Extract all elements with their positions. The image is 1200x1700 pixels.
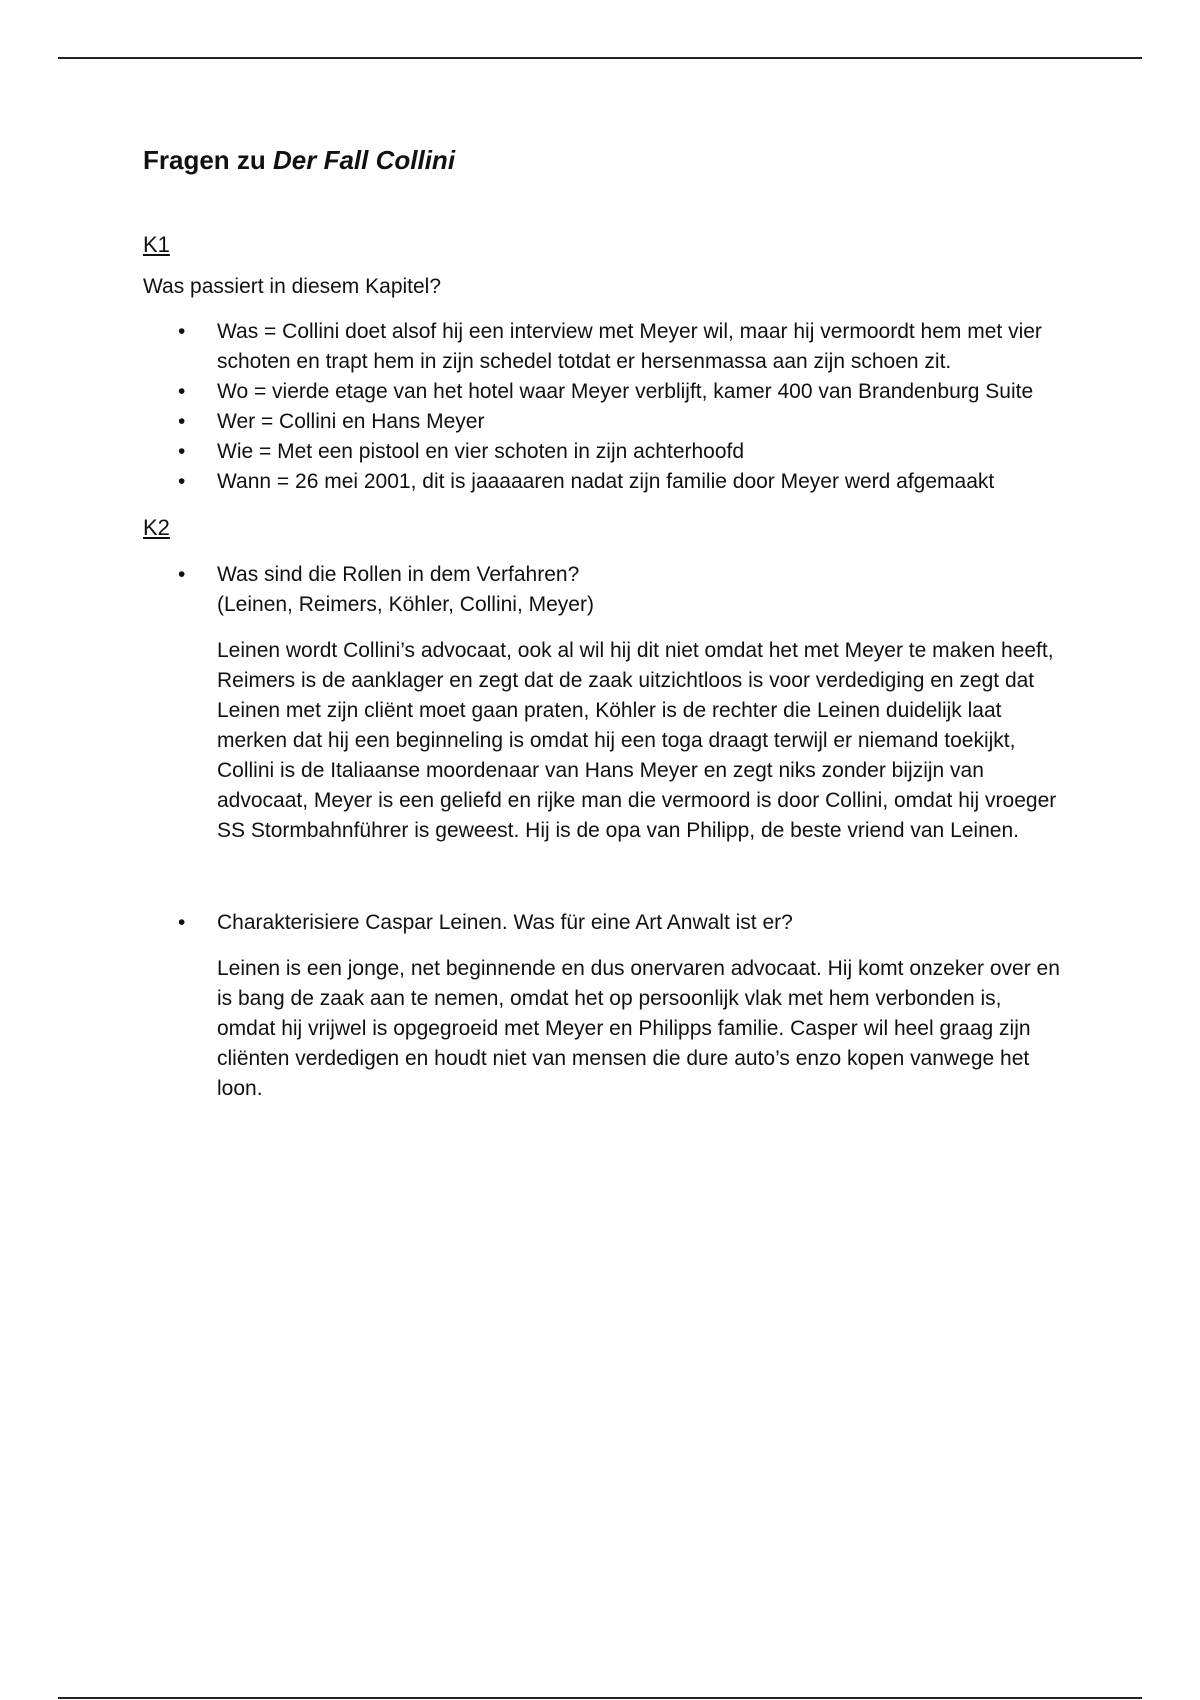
k2-answer-2: Leinen is een jonge, net beginnende en dus onervaren advocaat. Hij komt onzeker over en is bang de zaak aan te nemen, omdat het op persoonlijk vlak met hem verbonden is, omdat hij vrijwel is opgegroeid met Meyer en Philipps familie. Casper wil heel graag zijn cliënten verdedigen en houdt niet van mensen die dure auto’s enzo kopen vanwege het loon. [217, 957, 1060, 1100]
k1-question: Was passiert in diesem Kapitel? [143, 275, 442, 298]
section-label-k2: K2 [143, 515, 170, 540]
header-rule [58, 57, 1142, 59]
k2-q1-line1: Was sind die Rollen in dem Verfahren? [217, 563, 580, 586]
k1-bullet-list [143, 317, 1063, 497]
k1-bullet-text: Was = Collini doet alsof hij een interview met Meyer wil, maar hij vermoordt hem met vier schoten en trapt hem in zijn schedel totdat er hersenmassa aan zijn schoen zit. [217, 320, 1042, 373]
k2-question-1 [143, 560, 1063, 620]
k2-question-2 [143, 908, 1063, 938]
list-item [143, 908, 1063, 938]
bullet-icon: • [178, 563, 186, 586]
k1-bullet-text: Wo = vierde etage van het hotel waar Meyer verblijft, kamer 400 van Brandenburg Suite [217, 380, 1034, 403]
document-body [143, 140, 1063, 1104]
bullet-icon: • [178, 320, 186, 343]
bullet-icon: • [178, 440, 186, 463]
list-item [143, 467, 1063, 497]
k1-bullet-text: Wer = Collini en Hans Meyer [217, 410, 485, 433]
k2-answer-1: Leinen wordt Collini’s advocaat, ook al wil hij dit niet omdat het met Meyer te maken heeft, Reimers is de aanklager en zegt dat de zaak uitzichtloos is voor verdediging en zegt dat Leinen met zijn cliënt moet gaan praten, Köhler is de rechter die Leinen duidelijk laat merken dat hij een beginneling is omdat hij een toga draagt terwijl er niemand toekijkt, Collini is de Italiaanse moordenaar van Hans Meyer en zegt niks zonder bijzijn van advocaat, Meyer is een geliefd en rijke man die vermoord is door Collini, omdat hij vroeger SS Stormbahnführer is geweest. Hij is de opa van Philipp, de beste vriend van Leinen. [217, 639, 1057, 842]
bullet-icon: • [178, 380, 186, 403]
page-title [143, 140, 1063, 180]
k1-bullet-text: Wie = Met een pistool en vier schoten in zijn achterhoofd [217, 440, 745, 463]
bullet-icon: • [178, 470, 186, 493]
section-label-k1: K1 [143, 232, 170, 257]
k1-bullet-text: Wann = 26 mei 2001, dit is jaaaaaren nadat zijn familie door Meyer werd afgemaakt [217, 470, 995, 493]
title-prefix: Fragen zu [143, 145, 274, 175]
k2-q2-text: Charakterisiere Caspar Leinen. Was für eine Art Anwalt ist er? [217, 911, 793, 934]
k2-q1-line2: (Leinen, Reimers, Köhler, Collini, Meyer) [217, 593, 594, 616]
list-item [143, 437, 1063, 467]
footer-rule [58, 1697, 1142, 1699]
list-item [143, 560, 1063, 620]
title-book-name: Der Fall Collini [273, 145, 456, 175]
bullet-icon: • [178, 410, 186, 433]
list-item [143, 317, 1063, 377]
bullet-icon: • [178, 911, 186, 934]
list-item [143, 377, 1063, 407]
list-item [143, 407, 1063, 437]
